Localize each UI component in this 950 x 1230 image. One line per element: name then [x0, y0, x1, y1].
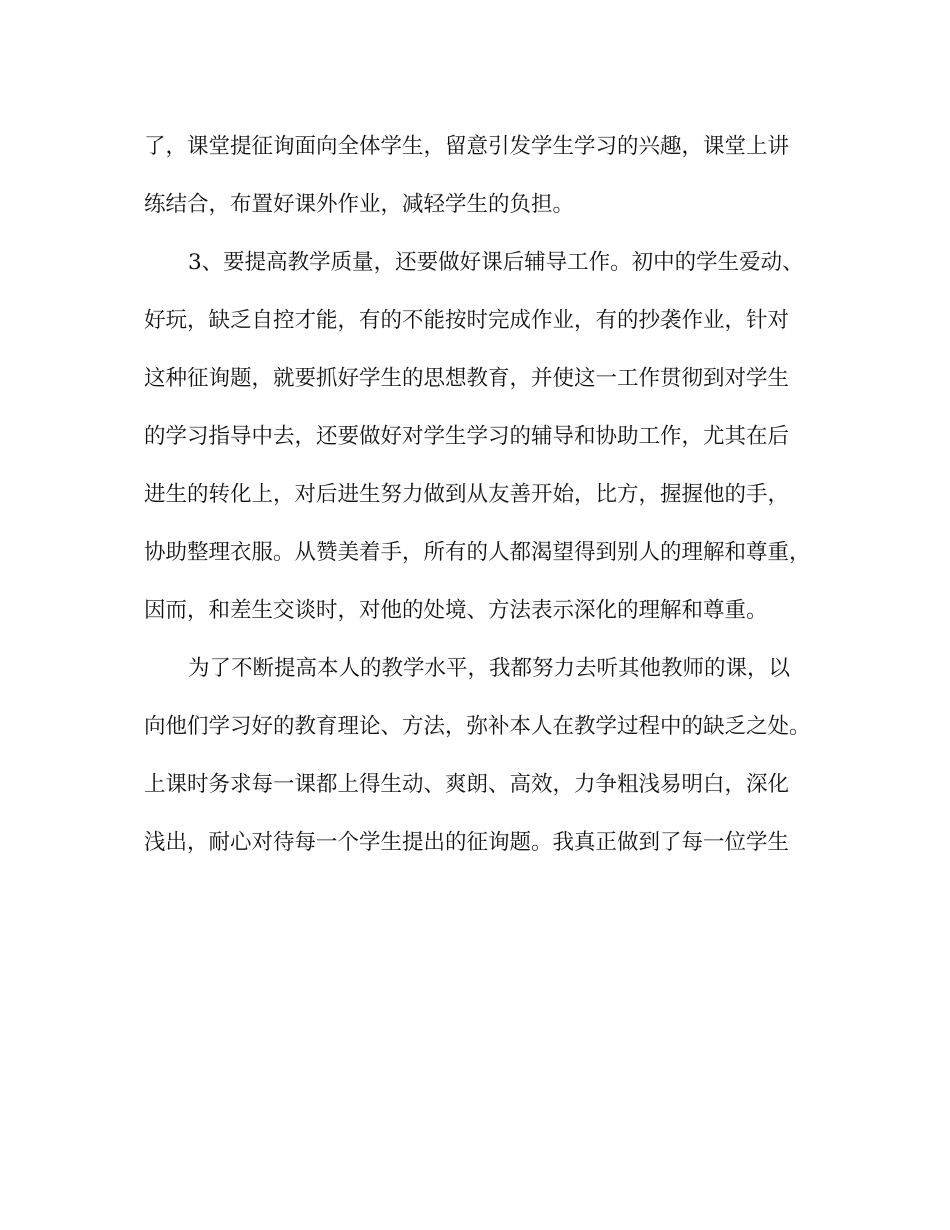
text-line: 协助整理衣服。从赞美着手，所有的人都渴望得到别人的理解和尊重， — [144, 540, 811, 565]
text-line: 3、要提高教学质量，还要做好课后辅导工作。初中的学生爱动、 — [188, 250, 804, 275]
text-line: 这种征询题，就要抓好学生的思想教育，并使这一工作贯彻到对学生 — [144, 366, 790, 391]
text-line: 向他们学习好的教育理论、方法，弥补本人在教学过程中的缺乏之处。 — [144, 714, 811, 739]
text-line: 了，课堂提征询面向全体学生，留意引发学生学习的兴趣，课堂上讲 — [144, 134, 790, 159]
text-line: 练结合，布置好课外作业，减轻学生的负担。 — [144, 192, 575, 217]
text-line: 好玩，缺乏自控才能，有的不能按时完成作业，有的抄袭作业，针对 — [144, 308, 790, 333]
text-line: 进生的转化上，对后进生努力做到从友善开始，比方，握握他的手， — [144, 482, 790, 507]
body-text — [144, 118, 824, 872]
text-line: 因而，和差生交谈时，对他的处境、方法表示深化的理解和尊重。 — [144, 598, 768, 623]
text-line: 上课时务求每一课都上得生动、爽朗、高效，力争粗浅易明白，深化 — [144, 772, 790, 797]
text-line: 浅出，耐心对待每一个学生提出的征询题。我真正做到了每一位学生 — [144, 830, 790, 855]
text-line: 的学习指导中去，还要做好对学生学习的辅导和协助工作，尤其在后 — [144, 424, 790, 449]
text-line: 为了不断提高本人的教学水平，我都努力去听其他教师的课，以 — [188, 656, 791, 681]
